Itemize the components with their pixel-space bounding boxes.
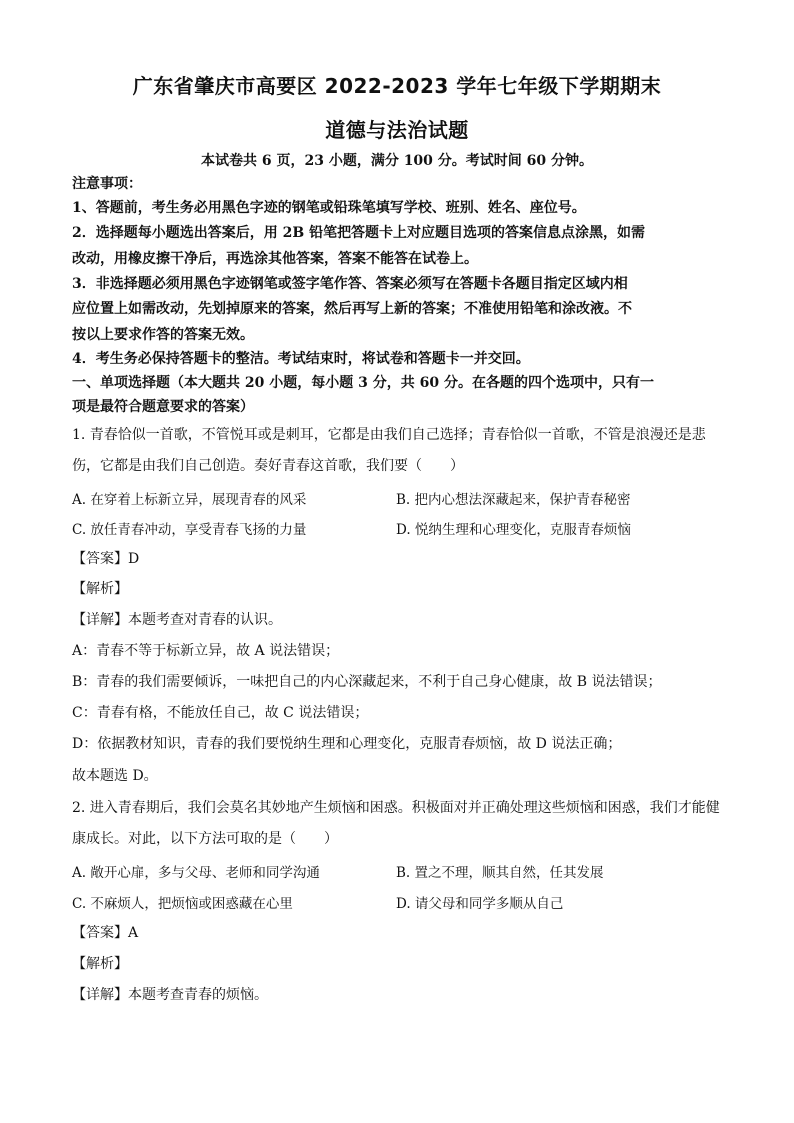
detail-tag: 【详解】 [72, 987, 128, 1003]
answer-tag: 【答案】 [72, 925, 128, 941]
q1-option-a: A. 在穿着上标新立异，展现青春的风采 [72, 492, 307, 508]
exam-title-line1: 广东省肇庆市高要区 2022-2023 学年七年级下学期期末 [132, 74, 662, 98]
q2-stem-line1: 2. 进入青春期后，我们会莫名其妙地产生烦恼和困惑。积极面对并正确处理这些烦恼和困惑，我们才能健 [72, 800, 720, 816]
q2-option-a: A. 敞开心扉，多与父母、老师和同学沟通 [72, 865, 320, 881]
q1-stem-line1: 1. 青春恰似一首歌，不管悦耳或是刺耳，它都是由我们自己选择；青春恰似一首歌，不管是浪漫还是悲 [72, 427, 706, 443]
detail-text: 本题考查对青春的认识。 [128, 612, 282, 628]
exam-title-line2: 道德与法治试题 [325, 118, 469, 142]
q1-option-b: B. 把内心想法深藏起来，保护青春秘密 [396, 492, 631, 508]
q1-explanation-d: D：依据教材知识，青春的我们要悦纳生理和心理变化，克服青春烦恼，故 D 说法正确； [72, 736, 622, 752]
q2-detail [72, 986, 722, 1004]
note-line: 1、答题前，考生务必用黑色字迹的钢笔或铅珠笔填写学校、班别、姓名、座位号。 [72, 200, 586, 216]
exam-info: 本试卷共 6 页，23 小题，满分 100 分。考试时间 60 分钟。 [200, 153, 594, 169]
note-line: 3．非选择题必须用黑色字迹钢笔或签字笔作答、答案必须写在答题卡各题目指定区域内相 [72, 276, 628, 292]
q2-answer [72, 924, 722, 942]
q2-option-b: B. 置之不理，顺其自然，任其发展 [396, 865, 604, 881]
q2-stem-line2: 康成长。对此，以下方法可取的是（ ） [72, 831, 338, 847]
note-line: 改动，用橡皮擦干净后，再选涂其他答案，答案不能答在试卷上。 [72, 251, 478, 267]
q1-option-c: C. 放任青春冲动，享受青春飞扬的力量 [72, 522, 307, 538]
notes-heading: 注意事项： [72, 176, 142, 192]
q1-analysis-tag: 【解析】 [72, 581, 128, 597]
section-heading-line1: 一、单项选择题（本大题共 20 小题，每小题 3 分，共 60 分。在各题的四个选项中，只有一 [72, 375, 654, 391]
q1-answer [72, 550, 722, 568]
note-line: 4．考生务必保持答题卡的整洁。考试结束时，将试卷和答题卡一并交回。 [72, 351, 530, 367]
answer-value: A [128, 925, 139, 941]
answer-tag: 【答案】 [72, 551, 128, 567]
q2-analysis-tag: 【解析】 [72, 956, 128, 972]
answer-value: D [128, 551, 140, 567]
note-line: 按以上要求作答的答案无效。 [72, 327, 254, 343]
q1-explanation-a: A：青春不等于标新立异，故 A 说法错误； [72, 643, 340, 659]
q1-stem-line2: 伤，它都是由我们自己创造。奏好青春这首歌，我们要（ ） [72, 458, 464, 474]
q1-explanation-b: B：青春的我们需要倾诉，一味把自己的内心深藏起来，不利于自己身心健康，故 B 说法错误； [72, 674, 662, 690]
q1-explanation-c: C：青春有格，不能放任自己，故 C 说法错误； [72, 705, 369, 721]
detail-text: 本题考查青春的烦恼。 [128, 987, 268, 1003]
section-heading-line2: 项是最符合题意要求的答案） [72, 399, 254, 415]
q1-option-d: D. 悦纳生理和心理变化，克服青春烦恼 [396, 522, 631, 538]
q1-conclusion: 故本题选 D。 [72, 768, 158, 784]
q2-option-d: D. 请父母和同学多顺从自己 [396, 896, 564, 912]
note-line: 2．选择题每小题选出答案后，用 2B 铅笔把答题卡上对应题目选项的答案信息点涂黑，如需 [72, 225, 646, 241]
detail-tag: 【详解】 [72, 612, 128, 628]
note-line: 应位置上如需改动，先划掉原来的答案，然后再写上新的答案；不准使用铅笔和涂改液。不 [72, 301, 632, 317]
q1-detail [72, 611, 722, 629]
q2-option-c: C. 不麻烦人，把烦恼或困惑藏在心里 [72, 896, 293, 912]
